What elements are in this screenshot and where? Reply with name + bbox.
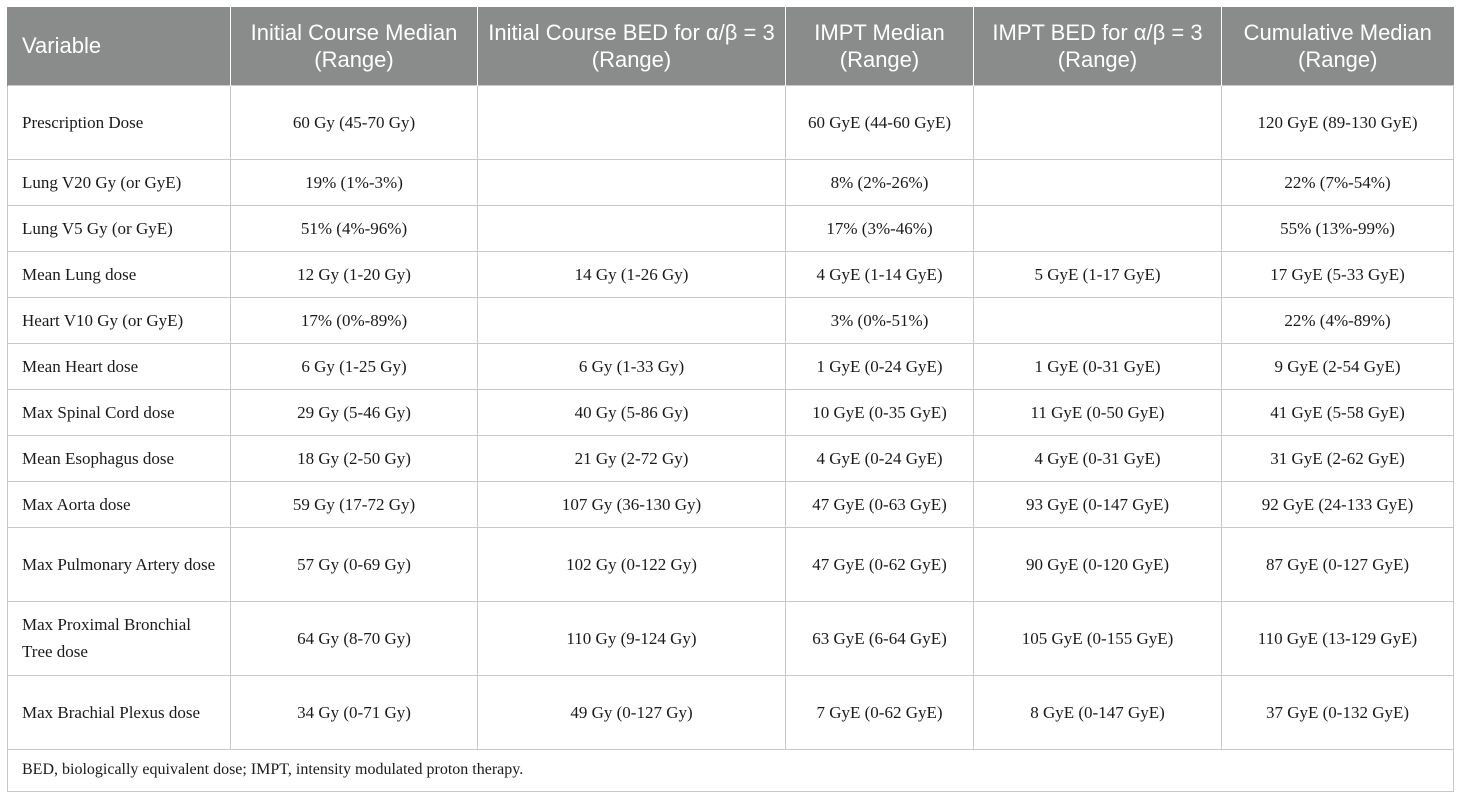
table-cell: 8 GyE (0-147 GyE) (974, 675, 1222, 749)
table-row (8, 601, 1454, 675)
table-cell: 4 GyE (0-31 GyE) (974, 435, 1222, 481)
table-cell-variable: Max Pulmonary Artery dose (8, 527, 231, 601)
table-cell-variable: Heart V10 Gy (or GyE) (8, 297, 231, 343)
table-cell: 110 GyE (13-129 GyE) (1222, 601, 1454, 675)
table-cell: 6 Gy (1-33 Gy) (478, 343, 786, 389)
table-cell: 4 GyE (1-14 GyE) (786, 251, 974, 297)
table-cell-variable: Lung V5 Gy (or GyE) (8, 205, 231, 251)
table-cell: 93 GyE (0-147 GyE) (974, 481, 1222, 527)
table-cell: 107 Gy (36-130 Gy) (478, 481, 786, 527)
table-cell: 87 GyE (0-127 GyE) (1222, 527, 1454, 601)
column-header-initial-course-median: Initial Course Median (Range) (231, 7, 478, 85)
table-cell: 64 Gy (8-70 Gy) (231, 601, 478, 675)
column-header-impt-bed: IMPT BED for α/β = 3 (Range) (974, 7, 1222, 85)
table-body (8, 85, 1454, 749)
table-cell: 17% (0%-89%) (231, 297, 478, 343)
table-row (8, 527, 1454, 601)
header-row (8, 7, 1454, 85)
table-cell: 105 GyE (0-155 GyE) (974, 601, 1222, 675)
table-row (8, 251, 1454, 297)
table-cell: 60 GyE (44-60 GyE) (786, 85, 974, 159)
table-cell: 18 Gy (2-50 Gy) (231, 435, 478, 481)
table-cell: 17 GyE (5-33 GyE) (1222, 251, 1454, 297)
column-header-variable: Variable (8, 7, 231, 85)
table-cell-variable: Mean Heart dose (8, 343, 231, 389)
table-cell: 92 GyE (24-133 GyE) (1222, 481, 1454, 527)
table-row (8, 297, 1454, 343)
table-row (8, 343, 1454, 389)
table-cell-variable: Max Spinal Cord dose (8, 389, 231, 435)
table-cell: 6 Gy (1-25 Gy) (231, 343, 478, 389)
table-cell: 49 Gy (0-127 Gy) (478, 675, 786, 749)
table-cell-variable: Prescription Dose (8, 85, 231, 159)
table-footnote: BED, biologically equivalent dose; IMPT, intensity modulated proton therapy. (8, 749, 1454, 791)
table-cell: 1 GyE (0-24 GyE) (786, 343, 974, 389)
table-row (8, 389, 1454, 435)
table-cell: 55% (13%-99%) (1222, 205, 1454, 251)
table-cell: 59 Gy (17-72 Gy) (231, 481, 478, 527)
table-cell: 90 GyE (0-120 GyE) (974, 527, 1222, 601)
table-cell: 9 GyE (2-54 GyE) (1222, 343, 1454, 389)
table-cell: 12 Gy (1-20 Gy) (231, 251, 478, 297)
table-cell-variable: Mean Esophagus dose (8, 435, 231, 481)
table-cell: 60 Gy (45-70 Gy) (231, 85, 478, 159)
table-cell-variable: Max Brachial Plexus dose (8, 675, 231, 749)
table-cell: 57 Gy (0-69 Gy) (231, 527, 478, 601)
table-cell: 40 Gy (5-86 Gy) (478, 389, 786, 435)
table-header (8, 7, 1454, 85)
table-cell: 1 GyE (0-31 GyE) (974, 343, 1222, 389)
table-cell (974, 85, 1222, 159)
table-cell: 4 GyE (0-24 GyE) (786, 435, 974, 481)
table-cell: 10 GyE (0-35 GyE) (786, 389, 974, 435)
table-cell (478, 297, 786, 343)
table-cell (974, 297, 1222, 343)
table-cell: 37 GyE (0-132 GyE) (1222, 675, 1454, 749)
table-container (7, 7, 1453, 792)
data-table (7, 7, 1454, 792)
table-cell-variable: Max Proximal Bronchial Tree dose (8, 601, 231, 675)
table-cell: 31 GyE (2-62 GyE) (1222, 435, 1454, 481)
table-cell: 102 Gy (0-122 Gy) (478, 527, 786, 601)
table-cell: 22% (4%-89%) (1222, 297, 1454, 343)
column-header-initial-course-bed: Initial Course BED for α/β = 3 (Range) (478, 7, 786, 85)
table-row (8, 205, 1454, 251)
table-cell: 21 Gy (2-72 Gy) (478, 435, 786, 481)
table-cell (478, 205, 786, 251)
table-cell: 47 GyE (0-63 GyE) (786, 481, 974, 527)
table-cell: 5 GyE (1-17 GyE) (974, 251, 1222, 297)
column-header-impt-median: IMPT Median (Range) (786, 7, 974, 85)
table-cell: 63 GyE (6-64 GyE) (786, 601, 974, 675)
table-cell: 7 GyE (0-62 GyE) (786, 675, 974, 749)
table-cell: 11 GyE (0-50 GyE) (974, 389, 1222, 435)
table-cell: 34 Gy (0-71 Gy) (231, 675, 478, 749)
table-cell (478, 85, 786, 159)
table-row (8, 435, 1454, 481)
table-cell: 47 GyE (0-62 GyE) (786, 527, 974, 601)
table-cell: 110 Gy (9-124 Gy) (478, 601, 786, 675)
table-cell (478, 159, 786, 205)
table-cell: 22% (7%-54%) (1222, 159, 1454, 205)
table-cell-variable: Lung V20 Gy (or GyE) (8, 159, 231, 205)
table-cell-variable: Mean Lung dose (8, 251, 231, 297)
table-row (8, 85, 1454, 159)
table-cell: 29 Gy (5-46 Gy) (231, 389, 478, 435)
table-cell: 120 GyE (89-130 GyE) (1222, 85, 1454, 159)
table-footer (8, 749, 1454, 791)
table-row (8, 675, 1454, 749)
table-cell: 17% (3%-46%) (786, 205, 974, 251)
footnote-row (8, 749, 1454, 791)
table-cell (974, 205, 1222, 251)
table-cell: 14 Gy (1-26 Gy) (478, 251, 786, 297)
table-row (8, 159, 1454, 205)
table-cell: 41 GyE (5-58 GyE) (1222, 389, 1454, 435)
table-cell: 3% (0%-51%) (786, 297, 974, 343)
table-cell: 19% (1%-3%) (231, 159, 478, 205)
table-cell: 8% (2%-26%) (786, 159, 974, 205)
table-cell-variable: Max Aorta dose (8, 481, 231, 527)
column-header-cumulative-median: Cumulative Median (Range) (1222, 7, 1454, 85)
table-cell: 51% (4%-96%) (231, 205, 478, 251)
table-cell (974, 159, 1222, 205)
table-row (8, 481, 1454, 527)
